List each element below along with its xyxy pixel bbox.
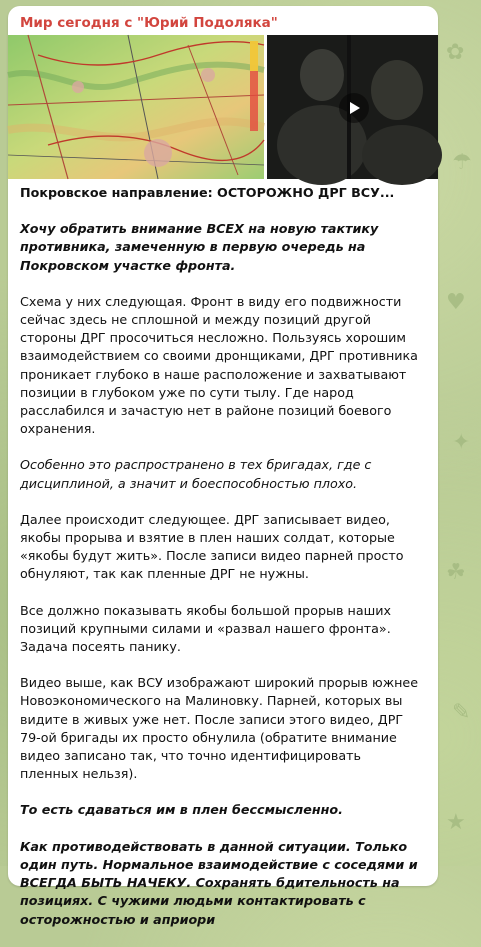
wallpaper-doodle-icon: ✿ — [446, 40, 465, 65]
paragraph-advice: Как противодействовать в данной ситуации. Только один путь. Нормальное взаимодействие с соседями и ВСЕГДА БЫТЬ НАЧЕКУ. Сохранять бдительность на позициях. С чужими людьми контактировать с осторожностью и априори — [20, 838, 418, 927]
paragraph-discipline: Особенно это распространено в тех бригадах, где с дисциплиной, а значит и боеспособностью плохо. — [20, 457, 372, 491]
message-text — [20, 184, 420, 947]
wallpaper-doodle-icon: ♥ — [446, 290, 466, 315]
paragraph-example: Видео выше, как ВСУ изображают широкий прорыв южнее Новоэкономического на Малиновку. Парней, которых вы видите в живых уже нет. После записи этого видео, ДРГ 79-ой бригады их просто обнулила (обратите внимание видео записано так, что точно идентифицировать пленных нельзя). — [20, 675, 419, 782]
paragraph-video: Далее происходит следующее. ДРГ записывает видео, якобы прорыва и взятие в плен наших солдат, которые «якобы будут жить». После записи видео парней просто обнуляют, так как пленные ДРГ не нужны. — [20, 511, 404, 582]
paragraph-scheme: Схема у них следующая. Фронт в виду его подвижности сейчас здесь не сплошной и между позиций другой стороны ДРГ просочиться несложно. Пользуясь хорошим взаимодействием со своими дронщиками, ДРГ противника проникает глубоко в наше расположение и захватывают позиции в глубоком уже по сути тылу. Где народ расслабился и зачастую нет в районе позиций боевого охранения. — [20, 293, 418, 437]
wallpaper-doodle-icon: ✦ — [452, 430, 471, 455]
play-button[interactable] — [339, 93, 369, 123]
play-icon — [347, 101, 361, 115]
channel-name[interactable]: Мир сегодня с "Юрий Подоляка" — [20, 15, 278, 31]
paragraph-panic: Все должно показывать якобы большой прорыв наших позиций крупными силами и «развал нашего фронта». Задача посеять панику. — [20, 602, 391, 655]
message-bubble — [8, 6, 438, 927]
wallpaper-doodle-icon: ★ — [446, 810, 466, 835]
paragraph-conclusion: То есть сдаваться им в плен бессмысленно. — [20, 802, 343, 818]
map-thumbnail[interactable] — [8, 35, 264, 179]
wallpaper-doodle-icon: ☘ — [446, 560, 466, 585]
media-album — [8, 35, 438, 179]
wallpaper-doodle-icon: ✎ — [452, 700, 471, 725]
paragraph-intro: Хочу обратить внимание ВСЕХ на новую тактику противника, замеченную в первую очередь на Покровском участке фронта. — [20, 221, 379, 273]
post-title: Покровское направление: ОСТОРОЖНО ДРГ ВСУ... — [20, 185, 395, 200]
wallpaper-doodle-icon: ☂ — [452, 150, 472, 175]
video-thumbnail[interactable] — [267, 35, 438, 179]
